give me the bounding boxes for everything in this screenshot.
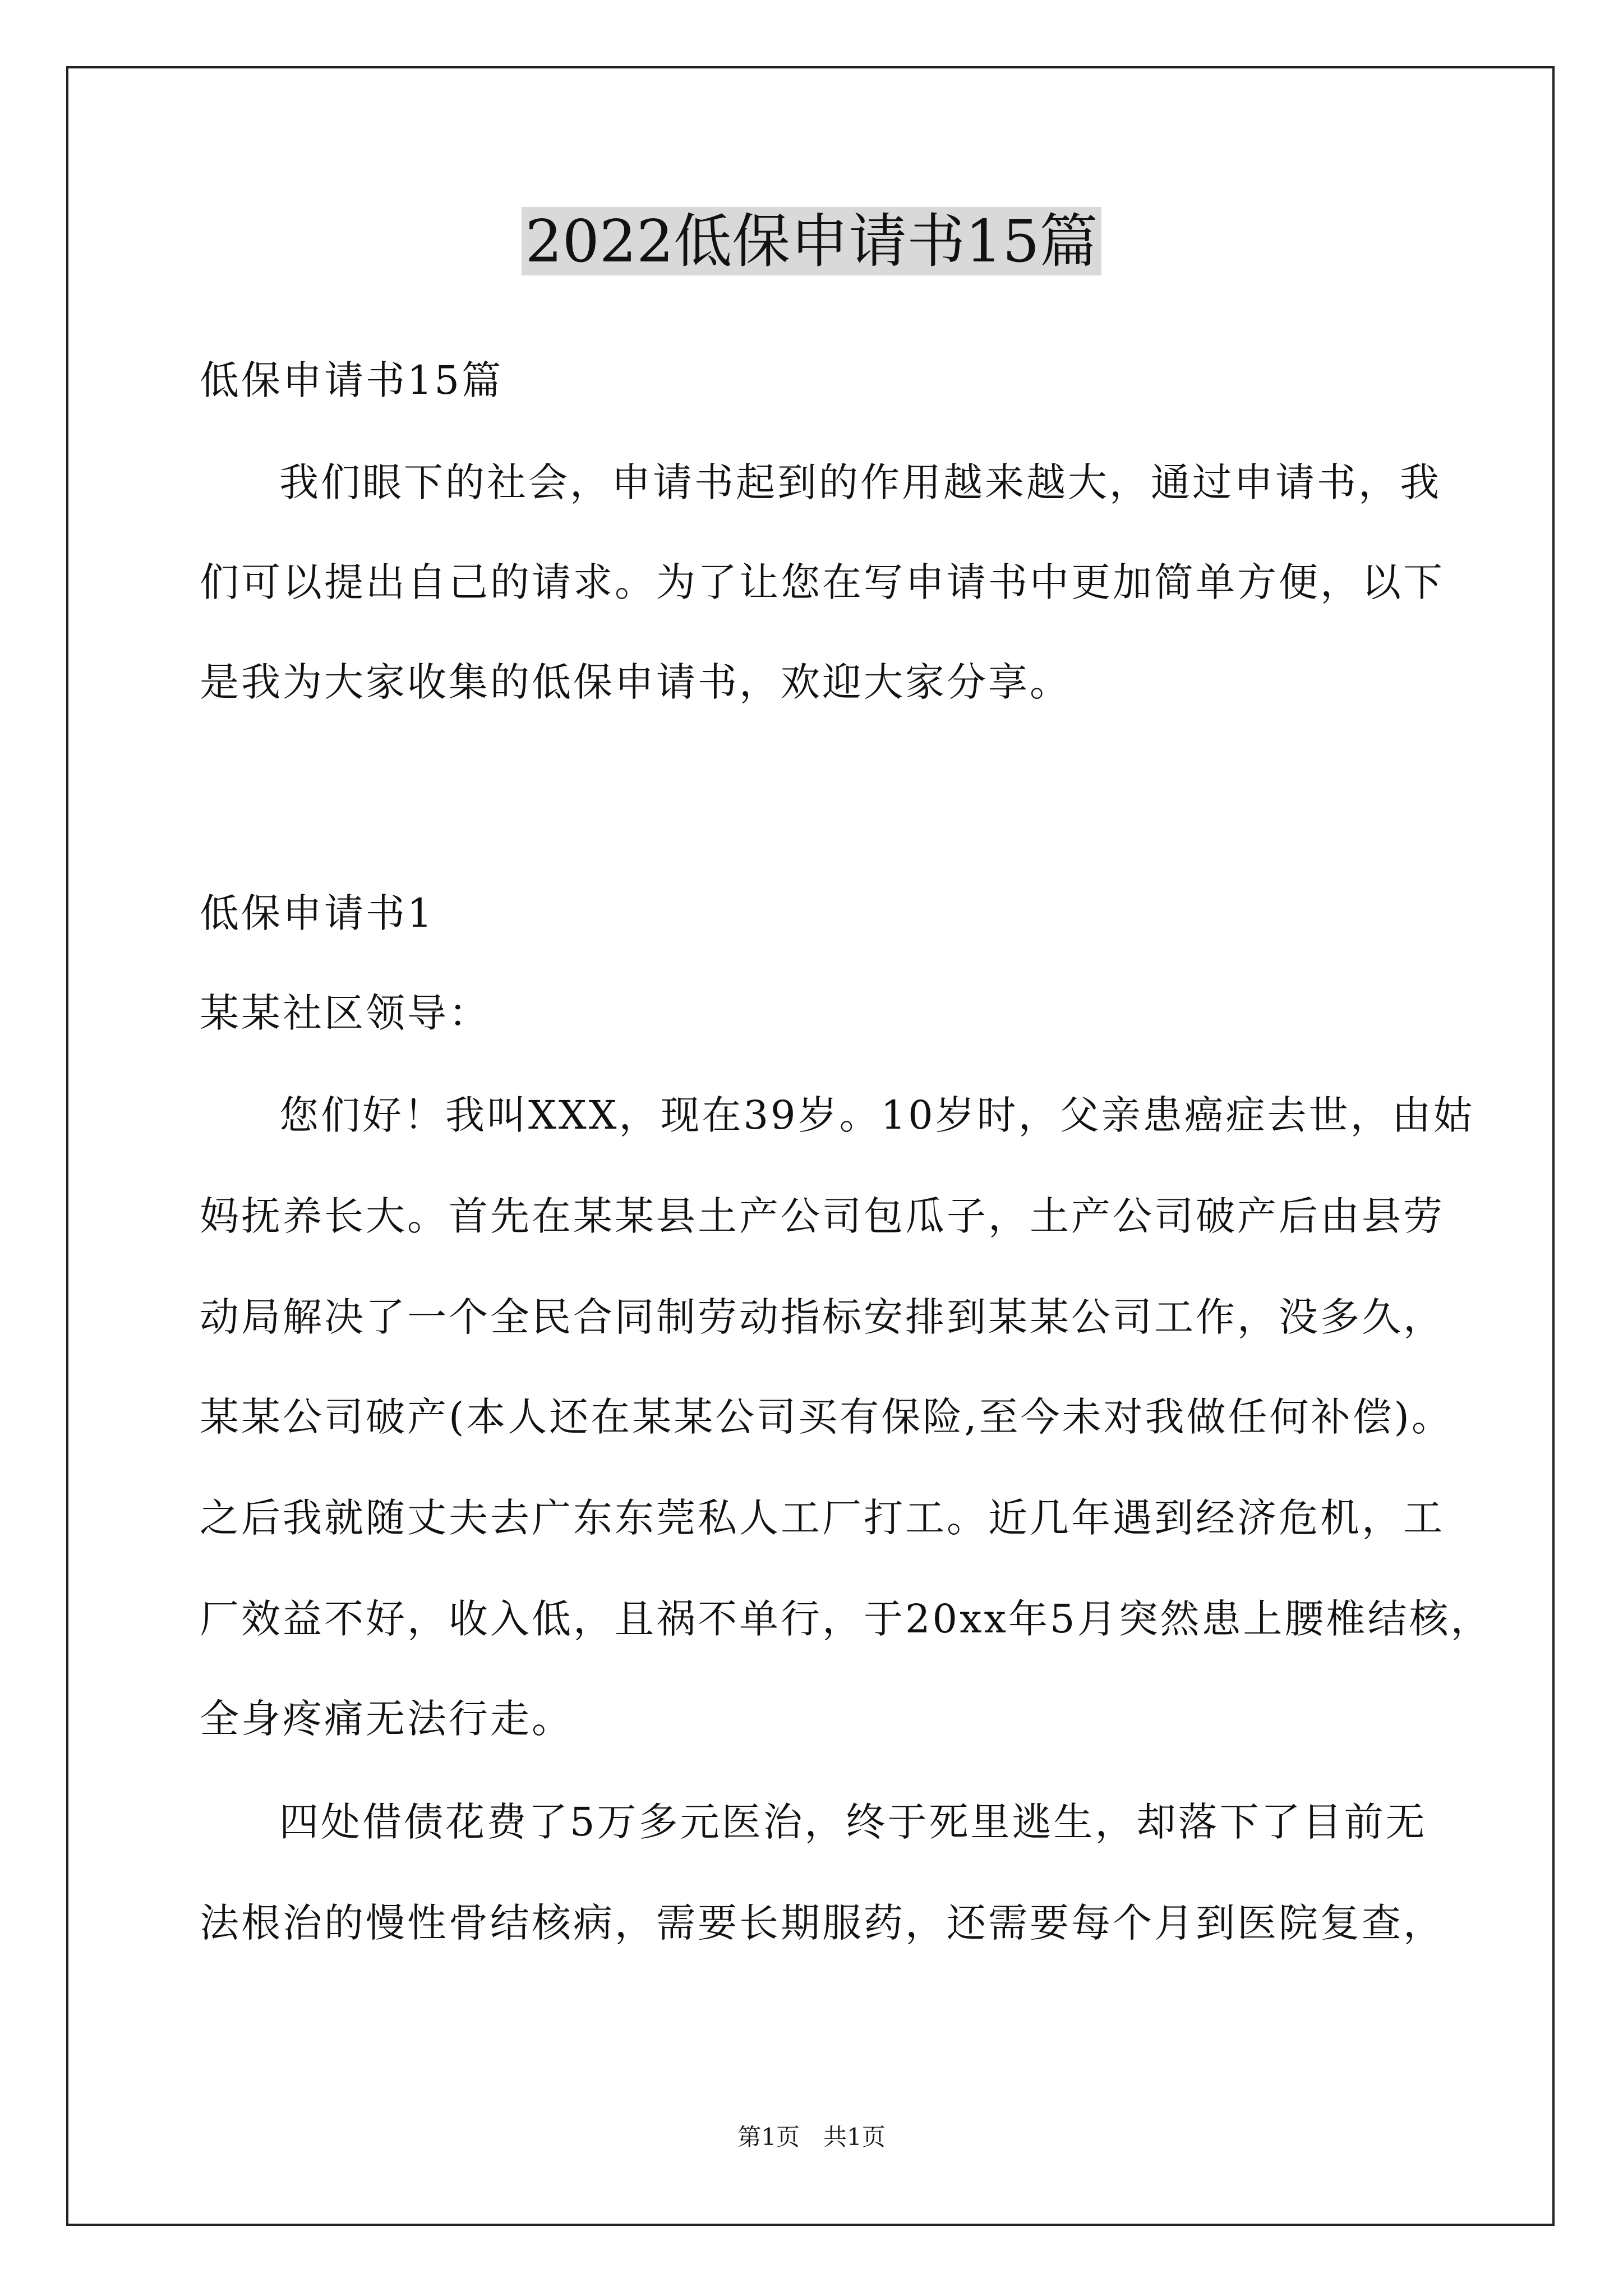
section-heading: 低保申请书1 (200, 890, 435, 936)
intro-line-2: 们可以提出自己的请求。为了让您在写申请书中更加简单方便，以下 (200, 559, 1445, 605)
intro-line-3: 是我为大家收集的低保申请书，欢迎大家分享。 (200, 659, 1071, 705)
document-title-text: 2022低保申请书15篇 (522, 207, 1101, 275)
body-line-9: 法根治的慢性骨结核病，需要长期服药，还需要每个月到医院复查， (200, 1900, 1445, 1946)
salutation-line: 某某社区领导： (200, 990, 490, 1036)
body-line-8: 四处借债花费了5万多元医治，终于死里逃生，却落下了目前无 (279, 1799, 1427, 1845)
page-footer: 第1页 共1页 (737, 2123, 886, 2151)
body-line-5: 之后我就随丈夫去广东东莞私人工厂打工。近几年遇到经济危机，工 (200, 1495, 1445, 1541)
subtitle-line: 低保申请书15篇 (200, 357, 504, 403)
body-line-7: 全身疼痛无法行走。 (200, 1696, 573, 1742)
intro-line-1: 我们眼下的社会，申请书起到的作用越来越大，通过申请书，我 (279, 459, 1441, 505)
body-line-2: 妈抚养长大。首先在某某县土产公司包瓜子，土产公司破产后由县劳 (200, 1193, 1445, 1239)
body-line-6: 厂效益不好，收入低，且祸不单行，于20xx年5月突然患上腰椎结核， (200, 1596, 1492, 1642)
body-line-4: 某某公司破产(本人还在某某公司买有保险,至今未对我做任何补偿)。 (200, 1394, 1453, 1440)
document-title (0, 202, 1623, 280)
body-line-3: 动局解决了一个全民合同制劳动指标安排到某某公司工作，没多久， (200, 1294, 1445, 1340)
body-line-1: 您们好！我叫XXX，现在39岁。10岁时，父亲患癌症去世，由姑 (279, 1092, 1475, 1138)
